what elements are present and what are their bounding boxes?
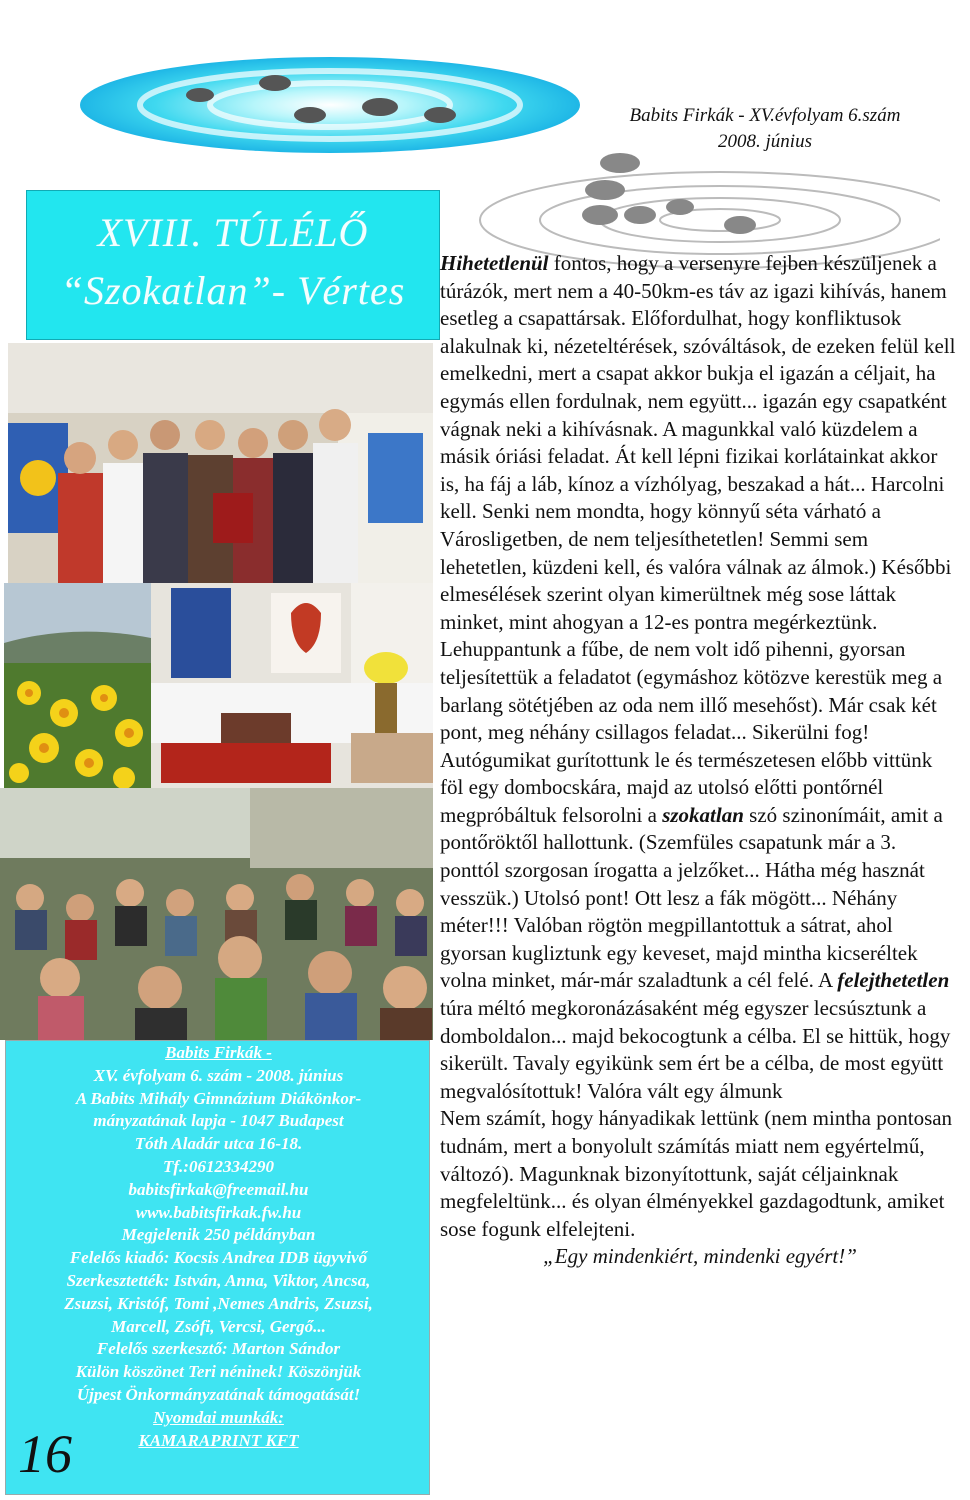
imprint-line: mányzatának lapja - 1047 Budapest [93, 1111, 344, 1131]
trophy-flags-photo [151, 583, 433, 788]
imprint-line: Újpest Önkormányzatának támogatását! [76, 1384, 361, 1404]
title-box [26, 190, 440, 340]
imprint-line: Tóth Aladár utca 16-18. [134, 1134, 303, 1154]
imprint-line: Marcell, Zsófi, Vercsi, Gergő... [111, 1316, 326, 1336]
issue-line-1: Babits Firkák - XV.évfolyam 6.szám [629, 105, 901, 126]
article-paragraph-2: Nem számít, hogy hányadikak lettünk (nem mintha pontosan tudnám, mert a bonyolult számítás miatt nem egyértelmű, változó). Magunknak bizonyítottunk, saját céljainknak megfeleltünk... és olyan élményekkel gazdagodtunk, amiket sose fogunk elfelejteni. [440, 1106, 953, 1241]
imprint-website: www.babitsfirkak.fw.hu [135, 1202, 302, 1222]
article-emphasis: szokatlan [662, 802, 744, 827]
article-body [440, 250, 960, 1271]
imprint-line: XV. évfolyam 6. szám - 2008. június [93, 1065, 344, 1085]
article-paragraph-1 [440, 250, 960, 1105]
imprint-line: Nyomdai munkák: [153, 1407, 284, 1427]
imprint-line: Szerkesztették: István, Anna, Viktor, Ancsa, [66, 1270, 371, 1290]
imprint-line: KAMARAPRINT KFT [138, 1430, 299, 1450]
title-line-2: “Szokatlan”- Vértes [60, 268, 406, 313]
imprint-lines [6, 1042, 431, 1452]
article-text: túra méltó megkoronázásaként még egyszer lecsúsztunk a domboldalon... majd bekocogtunk a célba. El se hittük, hogy sikerült. Tavaly egyikünk sem ért be a célba, de most együtt megvalósítottuk! Valóra vált egy álmunk [440, 996, 951, 1103]
imprint-line: A Babits Mihály Gimnázium Diákönkor- [75, 1088, 362, 1108]
imprint-email: babitsfirkak@freemail.hu [128, 1179, 309, 1199]
imprint-line: Felelős kiadó: Kocsis Andrea IDB ügyvivő [69, 1248, 368, 1268]
page-number: 16 [18, 1424, 72, 1484]
imprint-line: Felelős szerkesztő: Marton Sándor [96, 1339, 341, 1359]
imprint-line: Babits Firkák - [165, 1043, 272, 1062]
team-podium-photo [8, 343, 433, 583]
imprint-line: Tf.:0612334290 [163, 1156, 274, 1176]
imprint-line: Zsuzsi, Kristóf, Tomi ,Nemes Andris, Zsuzsi, [64, 1293, 373, 1313]
issue-line-2: 2008. június [718, 131, 812, 152]
article-text: fontos, hogy a versenyre fejben készüljenek a túrázók, mert nem a 40-50km-es táv az igazi kihívás, hanem esetleg a csapattársak. Előfordulhat, hogy konfliktusok alakulnak ki, nézeteltérések, szóváltások, de ezeken felül kell emelkedni, mert a csapat akkor bukja el igazán a céljait, ha egymás ellen fordulnak, nem együtt... igazán egy csapatként vágnak neki a kihívásnak. A magunkkal való küzdelem a másik óriási feladat. Át kell lépni fizikai korlátainkat akkor is, ha fáj a láb, kínoz a vízhólyag, beszakad a hát... Harcolni kell. Senki nem mondta, hogy könnyű séta várható a Városligetben, de nem teljesíthetetlen! Semmi sem lehetetlen, küzdeni kell, és valóra válnak az álmok.) Későbbi elmesélések szerint olyan kimerültnek még sose láttak minket, mint ahogyan a 12-es pontra megérkeztünk. Lehuppantunk a fűbe, de nem volt idő pihenni, gyorsan teljesítettük a feladatot (egymáshoz kötözve kerestük meg a barlang sötétjében az oda nem illő mesehőst). Már csak két pont, meg néhány csillagos feladat... Sikerülni fog! Autógumikat gurítottunk le és természetesen előbb vittünk föl egy dombocskára, majd az utolsó előtti pontőrnél megpróbáltuk felsorolni a [440, 251, 956, 827]
imprint-line: Megjelenik 250 példányban [121, 1225, 316, 1245]
issue-header [575, 103, 955, 155]
crowd-sitting-photo [0, 788, 433, 1040]
article-text: szó szinonímáit, amit a pontőröktől hallottunk. (Szemfüles csapatunk már a 3. ponttól szorgosan írogatta a jelzőket... Hátha még hasznát vesszük.) Utolsó pont! Ott lesz a fák mögött... Néhány méter!!! Valóban rögtön megpillantottuk a sátrat, ahol gyorsan kugliztunk egy keveset, majd mintha kicseréltek volna minket, már-már szaladtunk a cél felé. A [440, 802, 943, 993]
article-quote: „Egy mindenkiért, mindenki egyért!” [543, 1244, 857, 1269]
spring-flowers-photo [4, 583, 151, 788]
title-line-1: XVIII. TÚLÉLŐ [97, 210, 369, 255]
imprint-line: Külön köszönet Teri néninek! Köszönjük [75, 1362, 362, 1382]
article-lead-word: Hihetetlenül [440, 251, 549, 275]
article-emphasis: felejthetetlen [837, 968, 950, 993]
